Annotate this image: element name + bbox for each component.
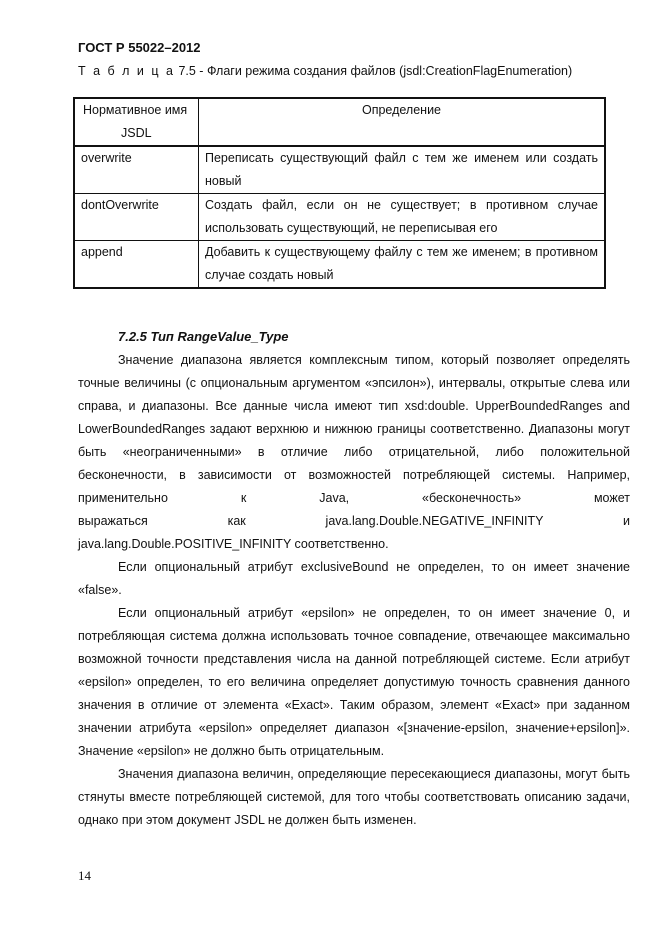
paragraph-epsilon: Если опциональный атрибут «epsilon» не определен, то он имеет значение 0, и потребляющая система должна использовать точное совпадение, отвечающее максимально возможной точности представления числа на данной потребляющей системе. Если атрибут «epsilon» определен, то его величина определяет допустимую точность сравнения данного значения в отличие от элемента «Exact». Таким образом, элемент «Exact» при заданном значении атрибута «epsilon» определяет диапазон «[значение-epsilon, значение+epsilon]». Значение «epsilon» не должно быть отрицательным. — [78, 606, 630, 758]
paragraph-text-line: java.lang.Double.POSITIVE_INFINITY соответственно. — [78, 537, 389, 551]
row-name-cell: append — [74, 241, 199, 289]
row-name-cell: dontOverwrite — [74, 194, 199, 241]
table-row — [74, 241, 605, 289]
table-header-row — [74, 98, 605, 146]
paragraph-text: Значение диапазона является комплексным типом, который позволяет определять точные величины (с опциональным аргументом «эпсилон»), интервалы, открытые слева или справа, и диапазоны. Все данные числа имеют тип xsd:double. UpperBoundedRanges and LowerBoundedRanges задают верхнюю и нижнюю границы соответственно. Диапазоны могут быть «неограниченными» в отличие либо отрицательной, либо положительной бесконечности, в зависимости от возможностей потребляющей системы. Например, применительно к Java, «бесконечность» может — [78, 353, 630, 505]
row-name-cell: overwrite — [74, 146, 199, 194]
table-caption — [78, 64, 572, 78]
paragraph-text-line: выражаться как java.lang.Double.NEGATIVE_INFINITY и — [78, 514, 630, 528]
table-caption-prefix: Т а б л и ц а — [78, 64, 175, 78]
paragraph-range-value — [78, 349, 630, 556]
paragraph-overlapping-ranges: Значения диапазона величин, определяющие пересекающиеся диапазоны, могут быть стянуты вместе потребляющей системой, для того чтобы соответствовать описанию задачи, однако при этом документ JSDL не должен быть изменен. — [78, 767, 630, 827]
row-definition-cell: Добавить к существующему файлу с тем же именем; в противном случае создать новый — [199, 241, 606, 289]
table-row — [74, 194, 605, 241]
creation-flags-table — [73, 97, 606, 289]
row-definition-cell: Создать файл, если он не существует; в противном случае использовать существующий, не переписывая его — [199, 194, 606, 241]
document-id: ГОСТ Р 55022–2012 — [78, 40, 201, 55]
paragraph-exclusive-bound: Если опциональный атрибут exclusiveBound не определен, то он имеет значение «false». — [78, 560, 630, 597]
header-name-cell — [74, 98, 199, 146]
header-name-line2: JSDL — [121, 126, 152, 140]
table-caption-text: 7.5 - Флаги режима создания файлов (jsdl:CreationFlagEnumeration) — [174, 64, 573, 78]
table-row — [74, 146, 605, 194]
section-body — [78, 349, 630, 832]
row-definition-cell: Переписать существующий файл с тем же именем или создать новый — [199, 146, 606, 194]
header-definition-cell: Определение — [199, 98, 606, 146]
header-name-line1: Нормативное имя — [83, 103, 188, 117]
section-title: 7.2.5 Тип RangeValue_Type — [118, 329, 289, 344]
page-number: 14 — [78, 868, 91, 883]
